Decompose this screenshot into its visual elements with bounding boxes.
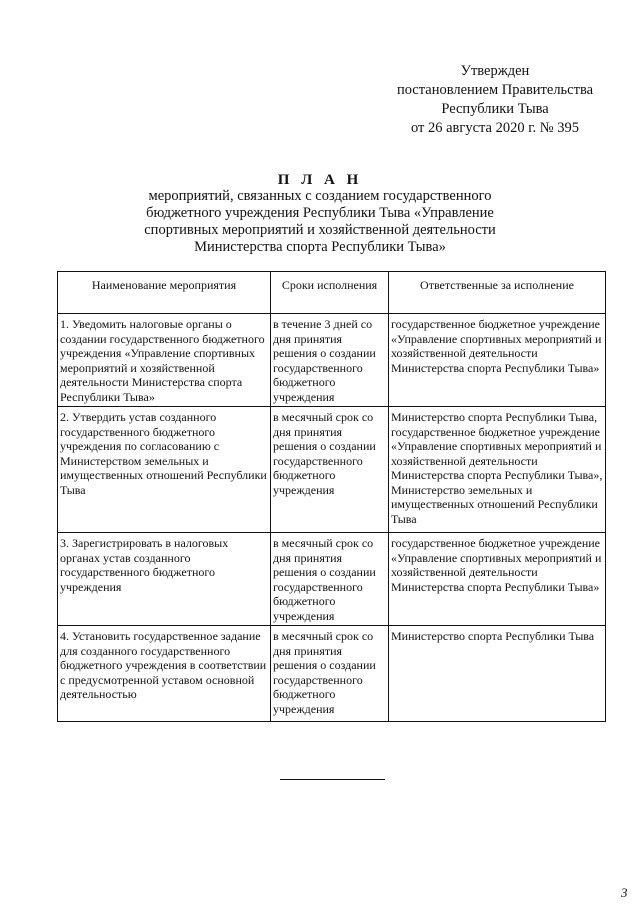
deadline-cell: в месячный срок со дня принятия решения о создании государственного бюджетного учреждения	[271, 407, 389, 533]
approval-line: Республики Тыва	[441, 101, 549, 117]
subtitle-line: мероприятий, связанных с созданием государственного	[148, 188, 492, 204]
end-divider	[280, 779, 385, 780]
deadline-cell: в течение 3 дней со дня принятия решения о создании государственного бюджетного учреждения	[271, 314, 389, 407]
subtitle-line: Министерства спорта Республики Тыва»	[194, 239, 446, 255]
plan-subtitle	[110, 188, 530, 256]
subtitle-line: бюджетного учреждения Республики Тыва «Управление	[146, 205, 494, 221]
header-responsible-text: Ответственные за исполнение	[420, 278, 574, 292]
plan-table	[57, 271, 606, 722]
subtitle-line: спортивных мероприятий и хозяйственной деятельности	[144, 222, 496, 238]
table-row	[58, 626, 606, 722]
responsible-cell: государственное бюджетное учреждение «Управление спортивных мероприятий и хозяйственной деятельности Министерства спорта Республики Тыва»	[389, 314, 606, 407]
activity-cell: 4. Установить государственное задание для созданного государственного бюджетного учреждения в соответствии с предусмотренной уставом основной деятельностью	[58, 626, 271, 722]
deadline-cell: в месячный срок со дня принятия решения о создании государственного бюджетного учреждения	[271, 626, 389, 722]
page-number: 3	[621, 885, 628, 900]
table-row	[58, 533, 606, 626]
table-row	[58, 314, 606, 407]
approval-date-line: от 26 августа 2020 г. № 395	[410, 120, 580, 136]
header-deadline: Сроки исполнения	[271, 272, 389, 314]
deadline-cell: в месячный срок со дня принятия решения о создании государственного бюджетного учреждения	[271, 533, 389, 626]
table-header-row	[58, 272, 606, 314]
header-responsible	[389, 272, 606, 314]
activity-cell: 1. Уведомить налоговые органы о создании государственного бюджетного учреждения «Управление спортивных мероприятий и хозяйственной деятельности Министерства спорта Республики Тыва»	[58, 314, 271, 407]
responsible-cell: Министерство спорта Республики Тыва	[389, 626, 606, 722]
plan-title: П Л А Н	[277, 172, 363, 188]
approval-block	[380, 62, 610, 138]
approval-line: постановлением Правительства	[396, 82, 594, 98]
activity-cell: 2. Утвердить устав созданного государственного бюджетного учреждения по согласованию с Министерством земельных и имущественных отношений Республики Тыва	[58, 407, 271, 533]
responsible-cell: Министерство спорта Республики Тыва, государственное бюджетное учреждение «Управление спортивных мероприятий и хозяйственной деятельности Министерства спорта Республики Тыва», Министерство земельных и имущественных отношений Республики Тыва	[389, 407, 606, 533]
header-activity: Наименование мероприятия	[58, 272, 271, 314]
approval-line: Утвержден	[460, 63, 530, 79]
activity-cell: 3. Зарегистрировать в налоговых органах устав созданного государственного бюджетного учреждения	[58, 533, 271, 626]
table-row	[58, 407, 606, 533]
responsible-cell: государственное бюджетное учреждение «Управление спортивных мероприятий и хозяйственной деятельности Министерства спорта Республики Тыва»	[389, 533, 606, 626]
